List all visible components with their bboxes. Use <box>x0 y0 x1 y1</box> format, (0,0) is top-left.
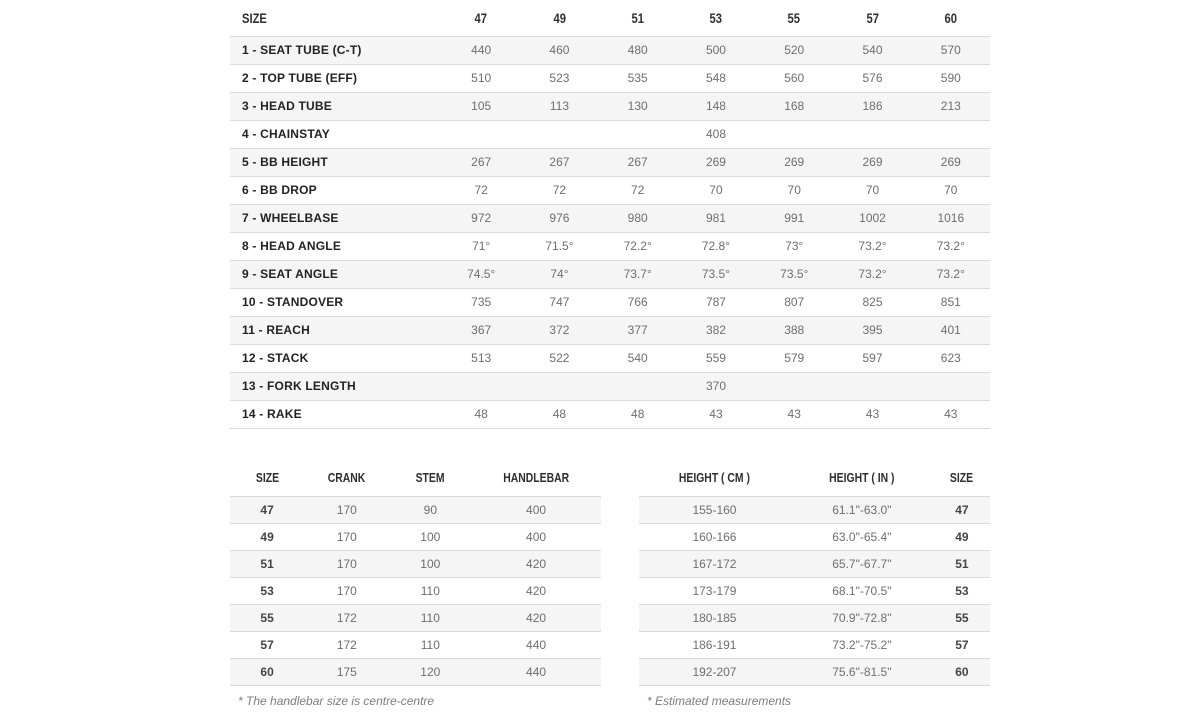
table-row <box>639 550 990 577</box>
value-cell: 520 <box>784 43 805 57</box>
size-cell: 51 <box>955 556 969 571</box>
value-cell: 560 <box>784 71 805 85</box>
row-label: 4 - CHAINSTAY <box>242 127 330 141</box>
value-cell: 170 <box>336 529 357 544</box>
value-cell: 110 <box>420 583 440 598</box>
value-cell: 420 <box>526 610 547 625</box>
size-cell: 57 <box>955 637 969 652</box>
value-cell: 167-172 <box>692 556 737 571</box>
value-cell: 570 <box>940 43 961 57</box>
size-cell: 53 <box>260 583 274 598</box>
column-header-size: SIZE <box>230 2 442 36</box>
size-cell: 47 <box>955 502 969 517</box>
value-cell: 105 <box>471 99 492 113</box>
table-row <box>230 260 990 288</box>
value-cell: 400 <box>526 502 547 517</box>
value-cell: 43 <box>944 407 958 421</box>
value-cell: 590 <box>940 71 961 85</box>
column-header-53: 53 <box>677 2 755 36</box>
size-cell: 55 <box>955 610 969 625</box>
value-cell: 500 <box>705 43 726 57</box>
row-label: 8 - HEAD ANGLE <box>242 239 342 253</box>
size-cell: 53 <box>955 583 969 598</box>
value-cell: 766 <box>627 295 648 309</box>
components-table <box>230 461 601 686</box>
value-cell: 372 <box>549 323 570 337</box>
column-header-size: SIZE <box>934 461 990 496</box>
shared-value-cell: 408 <box>706 127 727 141</box>
row-label: 12 - STACK <box>242 351 309 365</box>
value-cell: 623 <box>940 351 961 365</box>
value-cell: 70 <box>709 183 723 197</box>
geometry-table-header <box>230 2 990 36</box>
value-cell: 74.5° <box>467 267 496 281</box>
column-header-60: 60 <box>912 2 990 36</box>
rider-height-table-header <box>639 461 990 496</box>
table-row <box>230 372 990 400</box>
value-cell: 440 <box>471 43 492 57</box>
value-cell: 160-166 <box>692 529 737 544</box>
table-row <box>639 496 990 523</box>
value-cell: 807 <box>784 295 805 309</box>
row-label: 6 - BB DROP <box>242 183 317 197</box>
value-cell: 73.2° <box>936 267 965 281</box>
components-table-section <box>230 461 601 708</box>
value-cell: 382 <box>705 323 726 337</box>
table-row <box>230 64 990 92</box>
table-row <box>230 204 990 232</box>
value-cell: 63.0"-65.4" <box>832 529 892 544</box>
value-cell: 377 <box>627 323 648 337</box>
row-label: 10 - STANDOVER <box>242 295 344 309</box>
estimated-footnote: * Estimated measurements <box>647 693 792 708</box>
table-row <box>230 120 990 148</box>
value-cell: 71° <box>472 239 491 253</box>
value-cell: 61.1"-63.0" <box>832 502 892 517</box>
value-cell: 72 <box>631 183 645 197</box>
value-cell: 269 <box>705 155 726 169</box>
value-cell: 395 <box>862 323 883 337</box>
table-row <box>230 496 601 523</box>
value-cell: 172 <box>336 637 357 652</box>
value-cell: 460 <box>549 43 570 57</box>
column-header-51: 51 <box>599 2 677 36</box>
table-row <box>230 288 990 316</box>
value-cell: 825 <box>862 295 883 309</box>
column-header-55: 55 <box>755 2 833 36</box>
size-cell: 49 <box>955 529 969 544</box>
header-row <box>230 461 601 496</box>
value-cell: 43 <box>865 407 880 421</box>
row-label: 14 - RAKE <box>242 407 302 421</box>
rider-height-table <box>639 461 990 686</box>
value-cell: 48 <box>631 407 645 421</box>
column-header-49: 49 <box>520 2 598 36</box>
value-cell: 735 <box>471 295 492 309</box>
value-cell: 480 <box>627 43 648 57</box>
value-cell: 1002 <box>859 211 886 225</box>
value-cell: 73.2° <box>858 267 887 281</box>
value-cell: 72 <box>474 183 488 197</box>
value-cell: 440 <box>526 664 547 679</box>
value-cell: 48 <box>552 407 567 421</box>
row-label: 2 - TOP TUBE (EFF) <box>242 71 358 85</box>
value-cell: 43 <box>787 407 801 421</box>
table-row <box>639 658 990 685</box>
value-cell: 70 <box>944 183 958 197</box>
value-cell: 548 <box>705 71 726 85</box>
table-row <box>639 577 990 604</box>
table-row <box>639 631 990 658</box>
table-row <box>230 92 990 120</box>
size-cell: 57 <box>260 637 274 652</box>
value-cell: 90 <box>423 502 437 517</box>
rider-height-table-section <box>639 461 990 708</box>
value-cell: 213 <box>940 99 961 113</box>
value-cell: 186-191 <box>692 637 737 652</box>
value-cell: 579 <box>784 351 805 365</box>
table-row <box>230 148 990 176</box>
geometry-table <box>230 2 990 429</box>
value-cell: 72.8° <box>701 239 731 253</box>
value-cell: 71.5° <box>545 239 574 253</box>
value-cell: 73.2"-75.2" <box>832 637 892 652</box>
table-row <box>230 400 990 428</box>
row-label: 3 - HEAD TUBE <box>242 99 332 113</box>
value-cell: 576 <box>862 71 883 85</box>
table-row <box>230 36 990 64</box>
value-cell: 70.9"-72.8" <box>832 610 892 625</box>
value-cell: 70 <box>787 183 801 197</box>
value-cell: 43 <box>709 407 723 421</box>
geometry-table-body <box>230 36 990 428</box>
value-cell: 148 <box>705 99 726 113</box>
value-cell: 73.7° <box>623 267 652 281</box>
value-cell: 440 <box>526 637 547 652</box>
row-label: 11 - REACH <box>242 323 311 337</box>
value-cell: 388 <box>784 323 805 337</box>
size-cell: 49 <box>260 529 274 544</box>
table-row <box>230 604 601 631</box>
value-cell: 267 <box>471 155 492 169</box>
value-cell: 523 <box>549 71 570 85</box>
value-cell: 73.5° <box>701 267 731 281</box>
rider-height-table-body <box>639 496 990 685</box>
table-row <box>639 523 990 550</box>
value-cell: 420 <box>526 556 547 571</box>
value-cell: 401 <box>940 323 961 337</box>
column-header-stem: STEM <box>390 461 472 496</box>
value-cell: 130 <box>627 99 648 113</box>
value-cell: 991 <box>784 211 805 225</box>
value-cell: 68.1"-70.5" <box>832 583 892 598</box>
value-cell: 851 <box>940 295 961 309</box>
value-cell: 75.6"-81.5" <box>832 664 892 679</box>
geometry-table-section <box>230 2 990 429</box>
column-header-handlebar: HANDLEBAR <box>471 461 601 496</box>
value-cell: 73.5° <box>780 267 809 281</box>
value-cell: 540 <box>627 351 648 365</box>
value-cell: 522 <box>549 351 570 365</box>
value-cell: 972 <box>471 211 492 225</box>
size-cell: 60 <box>260 664 274 679</box>
value-cell: 65.7"-67.7" <box>832 556 892 571</box>
value-cell: 267 <box>627 155 648 169</box>
value-cell: 100 <box>420 556 441 571</box>
column-header-47: 47 <box>442 2 520 36</box>
value-cell: 170 <box>336 556 357 571</box>
value-cell: 48 <box>474 407 488 421</box>
table-row <box>230 176 990 204</box>
value-cell: 173-179 <box>692 583 737 598</box>
size-cell: 47 <box>260 502 274 517</box>
size-cell: 55 <box>260 610 274 625</box>
value-cell: 367 <box>471 323 492 337</box>
row-label: 1 - SEAT TUBE (C-T) <box>242 43 362 57</box>
value-cell: 170 <box>336 502 357 517</box>
table-row <box>230 316 990 344</box>
row-label: 7 - WHEELBASE <box>242 211 339 225</box>
components-table-body <box>230 496 601 685</box>
value-cell: 73.2° <box>936 239 965 253</box>
value-cell: 100 <box>420 529 441 544</box>
row-label: 13 - FORK LENGTH <box>242 379 356 393</box>
value-cell: 535 <box>627 71 648 85</box>
value-cell: 747 <box>549 295 570 309</box>
header-row <box>639 461 990 496</box>
value-cell: 400 <box>526 529 547 544</box>
value-cell: 170 <box>336 583 357 598</box>
table-row <box>230 658 601 685</box>
table-row <box>230 344 990 372</box>
size-cell: 60 <box>955 664 969 679</box>
value-cell: 269 <box>784 155 805 169</box>
value-cell: 70 <box>865 183 880 197</box>
value-cell: 787 <box>705 295 726 309</box>
value-cell: 1016 <box>937 211 965 225</box>
value-cell: 513 <box>471 351 492 365</box>
column-header-crank: CRANK <box>304 461 389 496</box>
value-cell: 72.2° <box>623 239 652 253</box>
value-cell: 110 <box>420 610 440 625</box>
value-cell: 74° <box>550 267 569 281</box>
table-row <box>639 604 990 631</box>
value-cell: 120 <box>420 664 441 679</box>
value-cell: 559 <box>705 351 726 365</box>
value-cell: 186 <box>862 99 883 113</box>
value-cell: 110 <box>420 637 440 652</box>
table-row <box>230 577 601 604</box>
value-cell: 981 <box>705 211 726 225</box>
value-cell: 192-207 <box>692 664 737 679</box>
value-cell: 175 <box>336 664 357 679</box>
row-label: 9 - SEAT ANGLE <box>242 267 339 281</box>
table-row <box>230 232 990 260</box>
value-cell: 597 <box>862 351 883 365</box>
value-cell: 510 <box>471 71 492 85</box>
value-cell: 540 <box>862 43 883 57</box>
value-cell: 72 <box>552 183 567 197</box>
column-header-size: SIZE <box>230 461 304 496</box>
value-cell: 976 <box>549 211 570 225</box>
value-cell: 168 <box>784 99 805 113</box>
table-row <box>230 550 601 577</box>
value-cell: 980 <box>627 211 648 225</box>
value-cell: 155-160 <box>692 502 737 517</box>
row-label: 5 - BB HEIGHT <box>242 155 328 169</box>
value-cell: 420 <box>526 583 547 598</box>
table-row <box>230 523 601 550</box>
handlebar-footnote: * The handlebar size is centre-centre <box>238 693 435 708</box>
value-cell: 113 <box>549 99 569 113</box>
value-cell: 73.2° <box>858 239 887 253</box>
column-header-height-in: HEIGHT ( IN ) <box>790 461 934 496</box>
value-cell: 267 <box>549 155 570 169</box>
size-cell: 51 <box>260 556 274 571</box>
header-row <box>230 2 990 36</box>
value-cell: 269 <box>940 155 961 169</box>
value-cell: 73° <box>785 239 804 253</box>
table-row <box>230 631 601 658</box>
value-cell: 180-185 <box>692 610 737 625</box>
column-header-57: 57 <box>833 2 911 36</box>
value-cell: 269 <box>862 155 883 169</box>
column-header-height-cm: HEIGHT ( CM ) <box>639 461 790 496</box>
shared-value-cell: 370 <box>706 379 727 393</box>
components-table-header <box>230 461 601 496</box>
value-cell: 172 <box>336 610 357 625</box>
